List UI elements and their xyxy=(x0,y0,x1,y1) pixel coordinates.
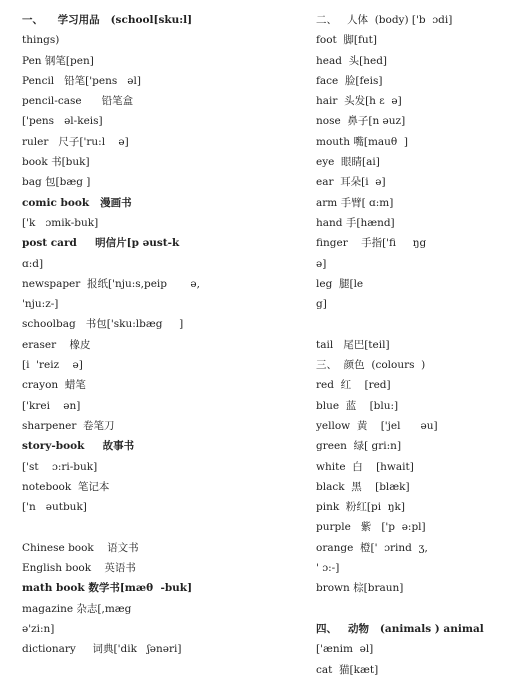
vocab-line: mouth 嘴[mauθ ] xyxy=(316,135,409,148)
vocab-line: orange 橙[' ɔrind ʒ, xyxy=(316,541,428,554)
vocab-line: 一、 学习用品 (school[sku:l] xyxy=(22,14,193,26)
vocab-line: blue 蓝 [blu:] xyxy=(316,399,399,412)
blank-line xyxy=(316,599,506,619)
vocab-line: ear 耳朵[i ə] xyxy=(316,176,386,189)
vocab-line: ɑ:d] xyxy=(22,257,44,270)
vocab-line: things) xyxy=(22,34,60,47)
vocab-line: post card 明信片[p əust-k xyxy=(22,237,180,250)
vocab-line: Pencil 铅笔['pens əl] xyxy=(22,74,141,87)
vocab-line: 四、 动物 (animals ) animal xyxy=(316,622,484,635)
vocab-line: English book 英语书 xyxy=(22,562,136,575)
vocab-line: ['pens əl-keis] xyxy=(22,115,103,128)
blank-line xyxy=(316,314,506,334)
vocab-line: eraser 橡皮 xyxy=(22,338,91,351)
vocab-line: brown 棕[braun] xyxy=(316,582,404,595)
vocab-line: crayon 蜡笔 xyxy=(22,379,86,392)
vocab-line: hair 头发[h ε ə] xyxy=(316,95,402,108)
vocab-line: g] xyxy=(316,298,327,311)
vocab-line: comic book 漫画书 xyxy=(22,196,132,209)
right-column xyxy=(316,10,506,680)
vocab-line: Pen 钢笔[pen] xyxy=(22,54,94,67)
vocab-line: ruler 尺子['ru:l ə] xyxy=(22,135,129,148)
left-column xyxy=(22,10,284,660)
vocab-line: notebook 笔记本 xyxy=(22,480,110,493)
vocab-line: [i 'reiz ə] xyxy=(22,359,83,372)
vocab-line: newspaper 报纸['nju:s,peip ə, xyxy=(22,277,200,290)
vocab-line: arm 手臂[ ɑ:m] xyxy=(316,196,394,209)
vocab-line: Chinese book 语文书 xyxy=(22,541,139,554)
vocab-line: magazine 杂志[,mæg xyxy=(22,602,132,615)
vocab-line: red 红 [red] xyxy=(316,379,391,392)
vocab-line: cat 猫[kæt] xyxy=(316,663,379,676)
vocab-line: ['n əutbuk] xyxy=(22,501,87,514)
vocab-line: ə] xyxy=(316,257,327,270)
blank-line xyxy=(22,517,284,537)
vocab-line: sharpener 卷笔刀 xyxy=(22,419,115,432)
vocab-line: story-book 故事书 xyxy=(22,440,135,453)
vocab-line: finger 手指['fi ŋg xyxy=(316,237,427,250)
vocab-line: head 头[hed] xyxy=(316,54,388,67)
vocab-line: purple 紫 ['p ə:pl] xyxy=(316,521,426,534)
vocab-line: yellow 黄 ['jel əu] xyxy=(316,419,438,432)
vocab-line: bag 包[bæg ] xyxy=(22,176,91,189)
vocab-line: face 脸[feis] xyxy=(316,74,383,87)
vocab-line: ['krei ən] xyxy=(22,399,81,412)
vocab-line: eye 眼睛[ai] xyxy=(316,156,380,169)
vocab-line: leg 腿[le xyxy=(316,277,364,290)
vocab-line: book 书[buk] xyxy=(22,156,90,169)
vocab-line: ' ɔ:-] xyxy=(316,562,340,575)
vocab-line: pencil-case 铅笔盒 xyxy=(22,95,134,108)
vocab-line: nose 鼻子[n əuz] xyxy=(316,115,406,128)
vocab-line: foot 脚[fut] xyxy=(316,34,377,47)
vocab-line: dictionary 词典['dik ʃənəri] xyxy=(22,643,182,656)
vocab-line: ['ænim əl] xyxy=(316,643,374,656)
vocab-line: ə'zi:n] xyxy=(22,622,55,635)
vocab-line: white 白 [hwait] xyxy=(316,460,414,473)
vocab-line: 三、 颜色 (colours ) xyxy=(316,359,426,372)
vocab-line: schoolbag 书包['sku:lbæg ] xyxy=(22,318,184,331)
vocab-line: 二、 人体 (body) ['b ɔdi] xyxy=(316,14,453,26)
vocab-line: pink 粉红[pi ŋk] xyxy=(316,501,405,514)
vocab-line: green 绿[ gri:n] xyxy=(316,440,402,453)
vocab-line: ['k ɔmik-buk] xyxy=(22,216,99,229)
vocab-line: tail 尾巴[teil] xyxy=(316,338,390,351)
vocab-line: math book 数学书[mæθ -buk] xyxy=(22,582,193,595)
vocab-line: ['st ɔ:ri-buk] xyxy=(22,460,98,473)
vocab-line: 'nju:z-] xyxy=(22,298,59,311)
vocab-line: hand 手[hænd] xyxy=(316,216,395,229)
vocab-line: black 黑 [blæk] xyxy=(316,480,410,493)
